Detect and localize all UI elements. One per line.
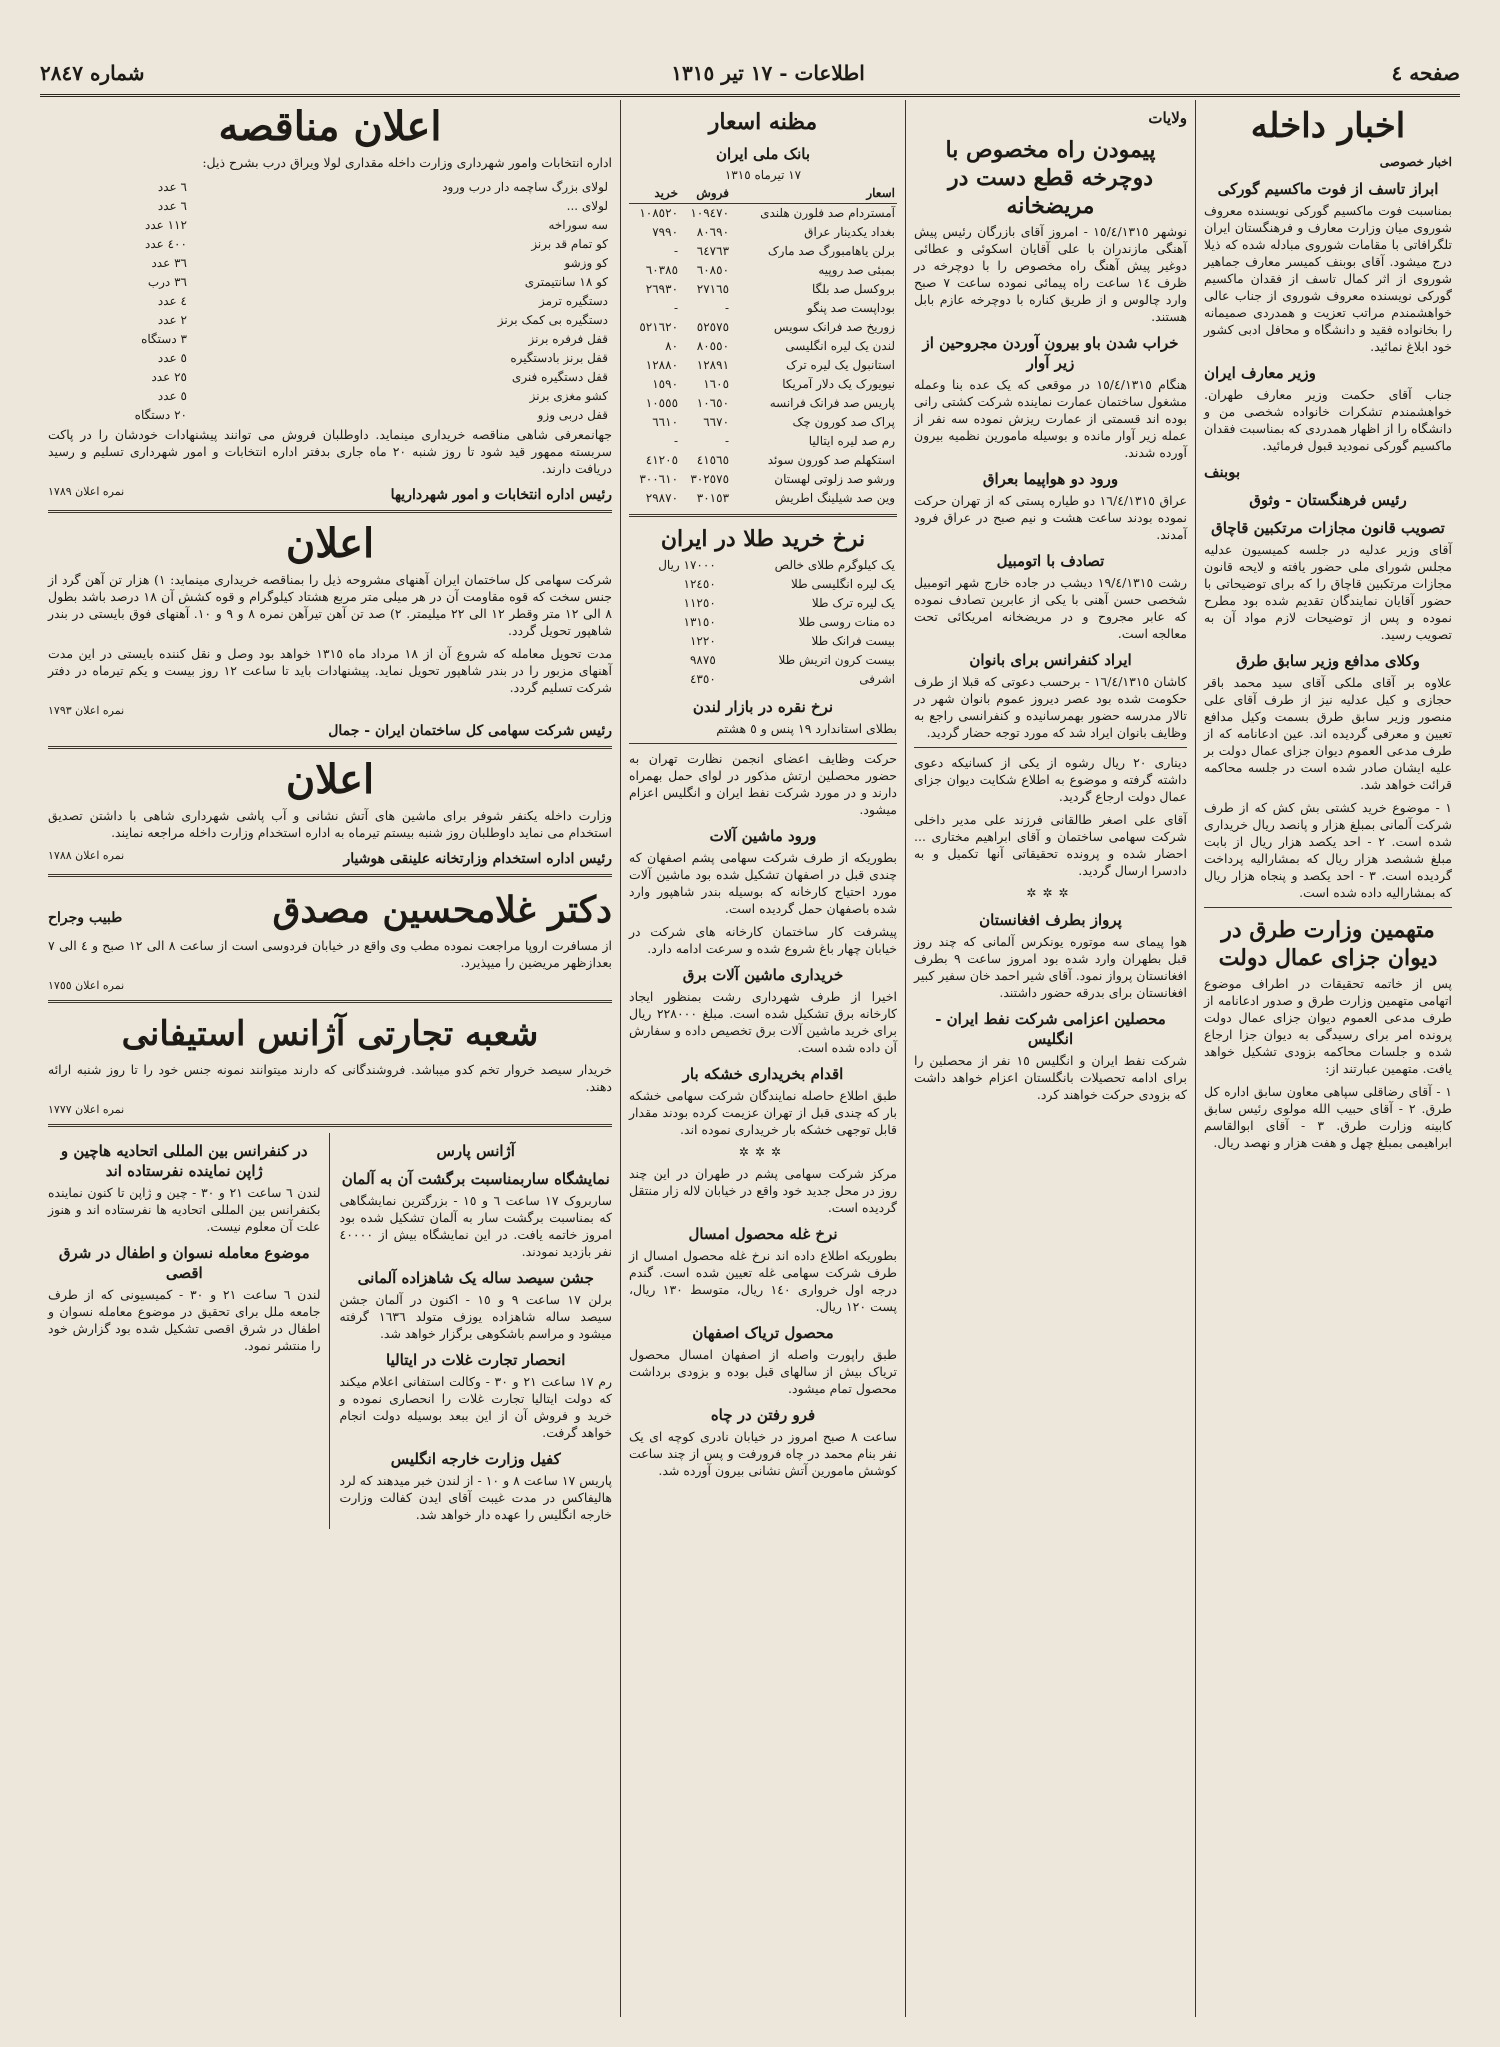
rate-cell: ٧٩٩٠	[652, 225, 679, 239]
ad-signature: رئیس اداره انتخابات و امور شهرداریها	[390, 487, 612, 503]
headline: ابراز تاسف از فوت ماکسیم گورکی	[1217, 180, 1439, 198]
gold-cell: ١١٢٥٠	[683, 596, 716, 610]
rate-cell: استکهلم صد کورون سوئد	[767, 453, 895, 467]
ad-reference: نمره اعلان ١٧٥٥	[48, 979, 125, 992]
tender-item-row	[50, 198, 610, 215]
ad-body: از مسافرت اروپا مراجعت نموده مطب وی واقع در خیابان فردوسی است از ساعت ٨ الی ١٢ صبح و ٤ الی ٧ بعدازظهر مریضین را میپذیرد.	[48, 938, 613, 970]
rate-cell: ٨٠	[665, 339, 679, 353]
gold-row	[629, 594, 897, 613]
rate-cell: -	[673, 434, 679, 448]
headline: متهمین وزارت طرق در دیوان جزای عمال دولت	[1218, 917, 1438, 971]
article-body: هنگام ١٥/٤/١٣١٥ در موقعی که یک عده بنا وعمله مشغول ساختمان عمارت نماینده شرکت کشتی رانی بوده اند قسمتی از عمارت ریزش نموده سه نفر از عمله زیر آوار مانده و بوسیله مامورین نظمیه بیرون آورده شدند.	[914, 377, 1187, 460]
tender-item-row	[50, 255, 610, 272]
rate-cell: ٣٠٠٦١٠	[639, 472, 679, 486]
article-body: طبق راپورت واصله از اصفهان امسال محصول تریاک بیش از سالهای قبل بوده و بزودی برداشت محصول تمام میشود.	[629, 1347, 897, 1396]
rate-row	[629, 451, 897, 470]
headline: در کنفرانس بین المللی اتحادیه هاچین و ژاپن نماینده نفرستاده اند	[60, 1142, 308, 1180]
rate-cell: ١٠٥٥٥	[645, 396, 679, 410]
silver-body: بطلای استاندارد ١٩ پنس و ٥ هشتم	[716, 721, 897, 736]
ad-body: جهانمعرفی شاهی مناقصه خریداری مینماید. داوطلبان فروش می توانند پیشنهادات خودشان را در پاکت سربسته ممهور قید شود تا روز شنبه ٢٠ ماه جاری بدفتر اداره انتخابات و امور شهرداری تسلیم و رسید دریافت دارند.	[48, 427, 612, 476]
article-body: ١ - آقای رضاقلی سپاهی معاون سابق اداره کل طرق. ٢ - آقای حبیب الله مولوی رئیس سابق کابینه وزارت طرق. ٣ - آقای ابوالقاسم ابراهیمی بمبلغ چهل و هفت هزار و نهصد ریال.	[1204, 1084, 1452, 1150]
tender-item-cell: ٢ عدد	[157, 313, 187, 327]
headline: آژانس پارس	[436, 1142, 515, 1160]
signature: وزیر معارف ایران	[1204, 364, 1316, 382]
ads-column	[40, 100, 620, 2017]
rate-row	[629, 489, 897, 508]
tender-item-row	[50, 312, 610, 329]
divider	[48, 746, 612, 749]
tender-item-row	[50, 331, 610, 348]
gold-row	[629, 613, 897, 632]
tender-item-cell: لولای ...	[566, 199, 608, 213]
article-body: مرکز شرکت سهامی پشم در طهران در این چند روز در محل جدید خود واقع در خیابان لاله زار منتقل گردیده است.	[629, 1166, 897, 1215]
rate-cell: زوریخ صد فرانک سویس	[773, 320, 895, 334]
rate-cell: ١٠٨٥٢٠	[639, 206, 679, 220]
issue-date: اطلاعات - ١٧ تیر ١٣١٥	[671, 61, 865, 85]
tender-item-cell: قفل فرفره برنز	[528, 332, 608, 346]
headline: جشن سیصد ساله یک شاهزاده آلمانی	[357, 1269, 594, 1287]
rate-cell: ٦٠٨٥٠	[696, 263, 730, 277]
article-body: رم ١٧ ساعت ٢١ و ٣٠ - وکالت استفانی اعلام میکند که دولت ایتالیا تجارت غلات را انحصاری نموده و خرید و فروش آن از این ببعد بوسیله دولت انجام خواهد گرفت.	[339, 1374, 613, 1440]
article-body: ١ - موضوع خرید کشتی بش کش که از طرف شرکت آلمانی بمبلغ هزار و پانصد ریال خریداری شده است. ٢ - احد یکصد هزار ریال از بابت مبلغ ششصد هزار ریال که بمشارالیه پرداخت گردیده است. ٣ - احد یکصد و پنجاه هزار ریال که بمشارالیه داده شده است.	[1204, 800, 1452, 900]
rate-cell: ورشو صد زلوتی لهستان	[774, 472, 895, 486]
rate-cell: لندن یک لیره انگلیسی	[785, 339, 895, 353]
article-body: ساربروک ١٧ ساعت ٦ و ١٥ - بزرگترین نمایشگاهی که بمناسبت برگشت سار به آلمان تشکیل شده بود امروز خاتمه یافت. در این نمایشگاه بیش از ٤٠٠٠٠ نفر بازدید نمودند.	[339, 1193, 612, 1259]
divider	[629, 514, 897, 517]
rate-row	[629, 356, 897, 375]
rate-row	[629, 318, 897, 337]
ad-reference: نمره اعلان ١٧٨٨	[48, 849, 125, 862]
exchange-rates-table	[629, 184, 897, 508]
headline: محصول تریاک اصفهان	[692, 1324, 834, 1342]
rate-cell: بغداد یکدینار عراق	[804, 225, 895, 239]
rate-row	[629, 261, 897, 280]
rate-cell: بوداپست صد پنگو	[807, 301, 895, 315]
tender-item-cell: کشو مغزی برنز	[529, 389, 608, 403]
ad-title: اعلان مناقصه	[218, 103, 442, 150]
rates-date: ١٧ تیرماه ١٣١٥	[724, 168, 802, 182]
section-label: ولایات	[1148, 109, 1187, 127]
ad-title: دکتر غلامحسین مصدق	[272, 889, 612, 931]
headline: ایراد کنفرانس برای بانوان	[969, 651, 1132, 669]
article-body: رشت ١٩/٤/١٣١٥ دیشب در جاده خارج شهر اتومبیل شخصی حسن آهنی با یکی از عابرین تصادف نموده که عابر مجروح و در مریضخانه امریکائی تحت معالجه است.	[914, 575, 1187, 641]
rate-cell: ٣٠١٥٣	[696, 491, 730, 505]
rate-cell: ٦٦٧٠	[703, 415, 730, 429]
rate-cell: ١٥٩٠	[652, 377, 679, 391]
rate-row	[629, 413, 897, 432]
rate-row	[629, 242, 897, 261]
ad-title: اعلان	[285, 520, 375, 567]
ad-title: شعبه تجارتی آژانس استیفانی	[121, 1014, 539, 1054]
tender-item-cell: ٦ عدد	[157, 180, 187, 194]
rate-cell: پراک صد کورون چک	[792, 415, 895, 429]
pars-agency-right	[340, 1133, 613, 1529]
masthead	[40, 52, 1460, 97]
headline: انحصار تجارت غلات در ایتالیا	[386, 1351, 566, 1369]
rate-cell: ٥٢٥٧٥	[696, 320, 730, 334]
gold-cell: ده منات روسی طلا	[798, 615, 895, 629]
page-number: صفحه ٤	[1391, 61, 1460, 85]
ad-reference: نمره اعلان ١٧٧٧	[48, 1103, 125, 1116]
headline: پیمودن راه مخصوص با دوچرخه قطع دست در مریضخانه	[945, 137, 1156, 219]
article-body: ساعت ٨ صبح امروز در خیابان نادری کوچه ای یک نفر بنام محمد در چاه فرورفت و پس از چند ساعت کوشش مامورین آتش نشانی بیرون آورده شد.	[629, 1429, 897, 1478]
tender-item-cell: ١١٢ عدد	[144, 218, 187, 232]
tender-item-cell: قفل برنز بادستگیره	[510, 351, 608, 365]
rate-cell: -	[673, 301, 679, 315]
gold-cell: یک لیره ترک طلا	[811, 596, 895, 610]
rate-cell: -	[673, 244, 679, 258]
column-header: خرید	[629, 184, 680, 204]
tender-item-cell: ٤ عدد	[157, 294, 187, 308]
rate-cell: ٢٦٩٣٠	[645, 282, 679, 296]
rate-cell: ٨٠٥٥٠	[696, 339, 730, 353]
ad-body: مدت تحویل معامله که شروع آن از ١٨ مرداد ماه ١٣١٥ خواهد بود وصل و نقل کننده بایستی در این مدت آهنهای مزبور را در بندر شاهپور تحویل نماید. پیشنهادات باید تا ساعت ١٢ روز بیست و یکم تیرماه در دفتر شرکت تسلیم گردد.	[48, 646, 613, 695]
article-body: آقای علی اصغر طالقانی فرزند علی مدیر داخلی شرکت سهامی ساختمان و آقای ابراهیم مختاری ... احضار شده و پرونده تحقیقاتی آنها تکمیل و به دادسرا ارسال گردید.	[914, 812, 1187, 878]
gold-cell: ٩٨٧٥	[689, 653, 716, 667]
gold-cell: ١٢٢٠	[689, 634, 716, 648]
article-body: علاوه بر آقای ملکی آقای سید محمد باقر حجازی و کیل عدلیه نیز از طرف آقای علی منصور وزیر سابق طرق بسمت وکیل مدافع تعیین و معرفی گردیده اند. عین ادعانامه که از طرف مدعی العموم دیوان جزای عمال دولت بر علیه ایشان صادر شده است در جلسه محاکمه قرائت خواهد شد.	[1204, 675, 1452, 792]
ad-title: اعلان	[285, 756, 375, 803]
tender-item-cell: ٣ دستگاه	[141, 332, 187, 346]
tender-item-cell: ٢٥ عدد	[151, 370, 187, 384]
article-body: بمناسبت فوت ماکسیم گورکی نویسنده معروف شوروی میان وزارت معارف و فرهنگستان ایران تلگرافاتی با مقامات شوروی مبادله شده که ذیلا درج میشود. آقای بوبنف کمیسر معارف جماهیر شوروی از اثر کمال تاسف از فقدان ماکسیم گورکی نویسنده معروف شوروی از جناب عالی خواهشمندم مراتب تعزیت و همدردی صمیمانه را بخانواده فقید و دانشگاه و محافل ادبی کشور خود ابلاغ نمائید.	[1204, 203, 1452, 354]
tender-item-row	[50, 217, 610, 234]
headline: موضوع معامله نسوان و اطفال در شرق اقصی	[58, 1244, 310, 1282]
divider	[914, 747, 1187, 748]
section-title: اخبار داخله	[1250, 106, 1406, 146]
headline: ورود دو هواپیما بعراق	[982, 470, 1119, 488]
tender-item-row	[50, 179, 610, 196]
rate-cell: بروکسل صد بلگا	[812, 282, 895, 296]
article-body: نوشهر ١٥/٤/١٣١٥ - امروز آقای بازرگان رئیس پیش آهنگی مازندران با علی آقایان اسکوئی و عطائی دوغیر پیش آهنگ راه مخصوص را با دوچرخه در ظرف ١٤ ساعت راه پیمائی نموده ساعت ٧ صبح وارد چالوس و از طریق کناره با دوچرخه عازم بابل هستند.	[914, 224, 1187, 324]
divider	[48, 874, 612, 877]
rate-cell: آمستردام صد فلورن هلندی	[760, 206, 895, 220]
gold-cell: ٤٣٥٠	[689, 672, 716, 686]
gold-cell: ١٧٠٠٠ ریال	[658, 558, 716, 572]
ornament: ✲✲✲	[738, 1145, 788, 1159]
gold-row	[629, 575, 897, 594]
ad-subtitle: طبیب وجراح	[48, 910, 123, 926]
article-body: هوا پیمای سه موتوره یونکرس آلمانی که چند روز قبل بطهران وارد شده بود امروز ساعت ٩ بطرف افغانستان پرواز نمود. آقای شیر احمد خان سفیر کبیر افغانستان برای بدرقه حضور داشتند.	[914, 934, 1187, 1000]
tender-item-cell: ٤٠٠ عدد	[144, 237, 187, 251]
headline: فرو رفتن در چاه	[710, 1406, 816, 1424]
headline: نمایشگاه ساربمناسبت برگشت آن به آلمان	[341, 1170, 610, 1188]
tender-item-row	[50, 236, 610, 253]
article-body: پس از خاتمه تحقیقات در اطراف موضوع اتهامی متهمین وزارت طرق و صدور ادعانامه از طرف مدعی العموم دیوان جزای عمال دولت پرونده امر برای رسیدگی به دیوان جزا ارجاع شده و جلسات محاکمه بزودی تشکیل خواهد یافت. متهمین عبارتند از:	[1204, 976, 1452, 1076]
article-body: بطوریکه از طرف شرکت سهامی پشم اصفهان که چندی قبل در اصفهان تشکیل شده بود ماشین آلات مورد احتیاج کارخانه که بوسیله بندر شاهپور وارد شده باصفهان حمل گردیده است.	[629, 850, 897, 916]
rate-cell: ١٦٠٥	[703, 377, 730, 391]
gold-prices-table	[629, 556, 897, 689]
tender-item-cell: ٥ عدد	[157, 389, 187, 403]
rate-cell: -	[724, 434, 730, 448]
rate-row	[629, 432, 897, 451]
ad-body: وزارت داخله یکنفر شوفر برای ماشین های آتش نشانی و آب پاشی شهرداری شاهی با داشتن تصدیق استخدام می نماید داوطلبان روز شنبه بیستم تیرماه به اداره استخدام وزارت داخله مراجعه نمایند.	[48, 808, 612, 840]
ad-signature: رئیس شرکت سهامی کل ساختمان ایران - جمال	[328, 723, 612, 739]
ad-reference: نمره اعلان ١٧٨٩	[48, 485, 125, 498]
tender-item-cell: ٥ عدد	[157, 351, 187, 365]
tender-item-row	[50, 388, 610, 405]
rate-cell: ١٢٨٨٠	[645, 358, 679, 372]
ad-body: خریدار سیصد خروار تخم کدو میباشد. فروشندگانی که دارند میتوانند نمونه جنس خود را تا روز شنبه ارائه دهند.	[48, 1062, 612, 1094]
tender-item-cell: ٢٠ دستگاه	[134, 408, 187, 422]
tender-item-cell: ٣٦ عدد	[151, 256, 187, 270]
ornament: ✲✲✲	[1026, 886, 1075, 900]
headline: نرخ غله محصول امسال	[688, 1225, 838, 1243]
rate-row	[629, 280, 897, 299]
tender-item-cell: ٣٦ درب	[147, 275, 187, 289]
rate-row	[629, 470, 897, 489]
gold-row	[629, 632, 897, 651]
article-body: بطوریکه اطلاع داده اند نرخ غله محصول امسال از طرف شرکت سهامی غله تعیین شده است. گندم درجه اول خرواری ١٤٠ ریال، متوسط ١٣٠ ریال، پست ١٢٠ ریال.	[629, 1248, 898, 1314]
gold-title: نرخ خرید طلا در ایران	[660, 526, 866, 552]
article-body: جناب آقای حکمت وزیر معارف طهران. خواهشمندم تشکرات خانواده شخصی من و دانشگاه را از اظهار همدردی که بمناسبت فقدان ماکسیم گورکی نمودید قبول فرمائید.	[1204, 387, 1452, 453]
gold-cell: یک کیلوگرم طلای خالص	[774, 558, 895, 572]
economy-column	[620, 100, 905, 2017]
provinces-column	[905, 100, 1195, 2017]
headline: خراب شدن باو بیرون آوردن مجروحین از زیر آوار	[922, 334, 1179, 372]
rate-cell: ٦٤٧٦٣	[696, 244, 730, 258]
issue-number: شماره ٢٨٤٧	[40, 61, 145, 85]
headline: وکلای مدافع وزیر سابق طرق	[1236, 652, 1420, 670]
rate-cell: ٥٢١٦٢٠	[639, 320, 679, 334]
tender-item-row	[50, 293, 610, 310]
rate-row	[629, 337, 897, 356]
gold-cell: اشرفی	[859, 672, 895, 686]
tender-item-cell: کو تمام قد برنز	[531, 237, 608, 251]
headline: تصادف با اتومبیل	[996, 552, 1105, 570]
ad-reference: نمره اعلان ١٧٩٣	[48, 704, 125, 717]
rate-cell: ١٠٦٥٠	[696, 396, 730, 410]
ad-body: شرکت سهامی کل ساختمان ایران آهنهای مشروحه ذیل را بمناقصه خریداری مینماید: ١) هزار تن آهن گرد از جنس سخت که قوه مقاومت آن در هر میلی متر مربع هشتاد کیلوگرام و قوه کشش آن ١٨ درصد باشد بطول ٨ الی ١٢ متر وقطر ١٢ الی ٢٢ میلیمتر. ٢) صد تن آهن تیرآهن نمره ٨ و ٩ و ١٠. آهنهای فوق بایستی در بندر شاهپور تحویل گردد.	[48, 572, 612, 638]
article-body: لندن ٦ ساعت ٢١ و ٣٠ - کمیسیونی که از طرف جامعه ملل برای تحقیق در موضوع معامله نسوان و اطفال در شرق اقصی تشکیل شده بود گزارش خود را منتشر نمود.	[48, 1287, 321, 1353]
article-body: شرکت نفط ایران و انگلیس ١٥ نفر از محصلین را برای ادامه تحصیلات بانگلستان اعزام خواهد داشت که بزودی حرکت خواهند کرد.	[914, 1053, 1187, 1102]
article-body: عراق ١٦/٤/١٣١٥ دو طیاره پستی که از تهران حرکت نموده بودند ساعت هشت و نیم صبح در عراق فرود آمدند.	[914, 493, 1187, 542]
tender-item-cell: سه سوراخه	[548, 218, 608, 232]
tender-item-cell: قفل دربی وزو	[537, 408, 608, 422]
signature: بوبنف	[1204, 463, 1241, 481]
tender-item-cell: دستگیره بی کمک برنز	[497, 313, 608, 327]
rate-cell: ٤١٥٦٥	[696, 453, 730, 467]
rate-cell: برلن یاهامبورگ صد مارک	[767, 244, 895, 258]
divider	[1204, 907, 1452, 908]
columns	[40, 100, 1460, 2017]
article-body: آقای وزیر عدلیه در جلسه کمیسیون عدلیه مجلس شورای ملی حضور یافته و لایحه قانون مجازات مرتکبین قاچاق را که برای توضیحاتی با حضور آقایان نمایندگان تقدیم شده بود مطرح نموده و پس از توضیحات لازم مواد آن به تصویب رسید.	[1204, 542, 1452, 642]
tender-items-table	[48, 177, 612, 426]
rate-cell: نیویورک یک دلار آمریکا	[782, 377, 895, 391]
article-body: برلن ١٧ ساعت ٩ و ١٥ - اکنون در آلمان جشن سیصد ساله شاهزاده یوزف متولد ١٦٣٦ گرفته میشود و مراسم باشکوهی برگزار خواهد شد.	[339, 1292, 612, 1341]
article-body: پاریس ١٧ ساعت ٨ و ١٠ - از لندن خبر میدهند که لرد هالیفاکس در مدت غیبت آقای ایدن کفالت وزارت خارجه انگلیس را عهده دار خواهد شد.	[339, 1473, 613, 1522]
gold-cell: بیست فرانک طلا	[811, 634, 895, 648]
rate-row	[629, 394, 897, 413]
pars-agency-left	[48, 1133, 330, 1529]
kicker: اخبار خصوصی	[1379, 155, 1452, 169]
article-body: حرکت وظایف اعضای انجمن نظارت تهران به حضور محصلین ارتش مذکور در لوای حمل بهمراه دارند و در مورد شرکت نفط ایران و انگلیس اعزام میشود.	[629, 751, 897, 817]
rate-cell: ٤١٢٠٥	[645, 453, 679, 467]
divider	[48, 1124, 612, 1127]
article-body: پیشرفت کار ساختمان کارخانه های شرکت در خیابان چهار باغ شروع شده و سرعت ادامه دارد.	[629, 924, 897, 956]
headline: خریداری ماشین آلات برق	[682, 966, 844, 984]
rate-cell: استانبول یک لیره ترک	[786, 358, 895, 372]
tender-item-cell: کو ١٨ سانتیمتری	[524, 275, 608, 289]
silver-title: نرخ نقره در بازار لندن	[692, 698, 834, 716]
rate-cell: -	[724, 301, 730, 315]
article-body: اخیرا از طرف شهرداری رشت بمنظور ایجاد کارخانه برق تشکیل شده است. مبلغ ٢٢٨٠٠٠ ریال برای خرید ماشین آلات برق تخصیص داده و سفارش آن داده شده است.	[629, 989, 897, 1055]
gold-cell: ١٣١٥٠	[683, 615, 716, 629]
rate-row	[629, 223, 897, 242]
rates-subtitle: بانک ملی ایران	[715, 145, 811, 163]
headline: تصویب قانون مجازات مرتکبین قاچاق	[1211, 519, 1445, 537]
headline: محصلین اعزامی شرکت نفط ایران - انگلیس	[935, 1010, 1166, 1048]
gold-cell: ١٢٤٥٠	[683, 577, 716, 591]
rate-cell: ٢٩٨٧٠	[645, 491, 679, 505]
headline: کفیل وزارت خارجه انگلیس	[390, 1450, 561, 1468]
tender-item-row	[50, 274, 610, 291]
rate-row	[629, 299, 897, 318]
rate-row	[629, 375, 897, 394]
headline: اقدام بخریداری خشکه بار	[682, 1065, 844, 1083]
gold-row	[629, 670, 897, 689]
rate-cell: وین صد شیلینگ اطریش	[775, 491, 895, 505]
rate-cell: ١٠٩٤٧٠	[690, 206, 730, 220]
rate-cell: ١٢٨٩١	[696, 358, 730, 372]
rate-cell: ٣٠٢٥٧٥	[690, 472, 730, 486]
rate-row	[629, 204, 897, 224]
tender-item-cell: دستگیره ترمز	[539, 294, 608, 308]
rate-cell: پاریس صد فرانک فرانسه	[769, 396, 895, 410]
ad-signature: رئیس اداره استخدام وزارتخانه علینقی هوشیار	[343, 851, 612, 867]
rate-cell: ٨٠٦٩٠	[696, 225, 730, 239]
tender-item-cell: کو وزشو	[564, 256, 608, 270]
column-header: اسعار	[731, 184, 897, 204]
divider	[629, 743, 897, 744]
tender-item-cell: لولای بزرگ ساچمه دار درب ورود	[442, 180, 608, 194]
gold-cell: بیست کرون اتریش طلا	[778, 653, 895, 667]
gold-row	[629, 651, 897, 670]
domestic-news-column	[1195, 100, 1460, 2017]
tender-item-row	[50, 407, 610, 424]
tender-item-row	[50, 350, 610, 367]
rate-cell: ٢٧١٦٥	[696, 282, 730, 296]
tender-item-cell: قفل دستگیره فنری	[511, 370, 608, 384]
rate-cell: ٦٠٣٨٥	[645, 263, 679, 277]
rates-title: مظنه اسعار	[708, 109, 818, 135]
divider	[48, 1000, 612, 1003]
headline: پرواز بطرف افغانستان	[979, 911, 1122, 929]
tender-item-row	[50, 369, 610, 386]
ad-body: اداره انتخابات وامور شهرداری وزارت داخله مقداری لولا ویراق درب بشرح ذیل:	[202, 155, 612, 170]
gold-cell: یک لیره انگلیسی طلا	[790, 577, 895, 591]
tender-item-cell: ٦ عدد	[157, 199, 187, 213]
article-body: کاشان ١٦/٤/١٣١٥ - برحسب دعوتی که قبلا از طرف حکومت شده بود عصر دیروز عموم بانوان شهر در تالار مدرسه حضور بهمرسانیده و کنفرانسی راجع به وظایف بانوان ایراد شد که مورد توجه حضار گردید.	[914, 674, 1187, 740]
rate-cell: ٦٦١٠	[652, 415, 679, 429]
article-body: طبق اطلاع حاصله نمایندگان شرکت سهامی خشکه بار که چندی قبل از تهران عزیمت کرده بودند مقدار قابل توجهی خشکه بار خریداری نموده اند.	[629, 1088, 897, 1137]
article-body: دیناری ٢٠ ریال رشوه از یکی از کسانیکه دعوی داشته گرفته و موضوع به اطلاع شکایت دیوان جزای عمال دولت ارجاع گردید.	[914, 755, 1188, 804]
divider	[48, 510, 612, 513]
gold-row	[629, 556, 897, 575]
rate-cell: رم صد لیره ایتالیا	[808, 434, 895, 448]
headline: ورود ماشین آلات	[709, 827, 817, 845]
rate-cell: بمبئی صد روپیه	[818, 263, 895, 277]
article-body: لندن ٦ ساعت ٢١ و ٣٠ - چین و ژاپن تا کنون نماینده بکنفرانس بین المللی اتحادیه ها نفرستاده اند و هنوز علت آن معلوم نیست.	[48, 1185, 321, 1234]
column-header: فروش	[680, 184, 731, 204]
headline: رئیس فرهنگستان - وثوق	[1249, 491, 1407, 509]
